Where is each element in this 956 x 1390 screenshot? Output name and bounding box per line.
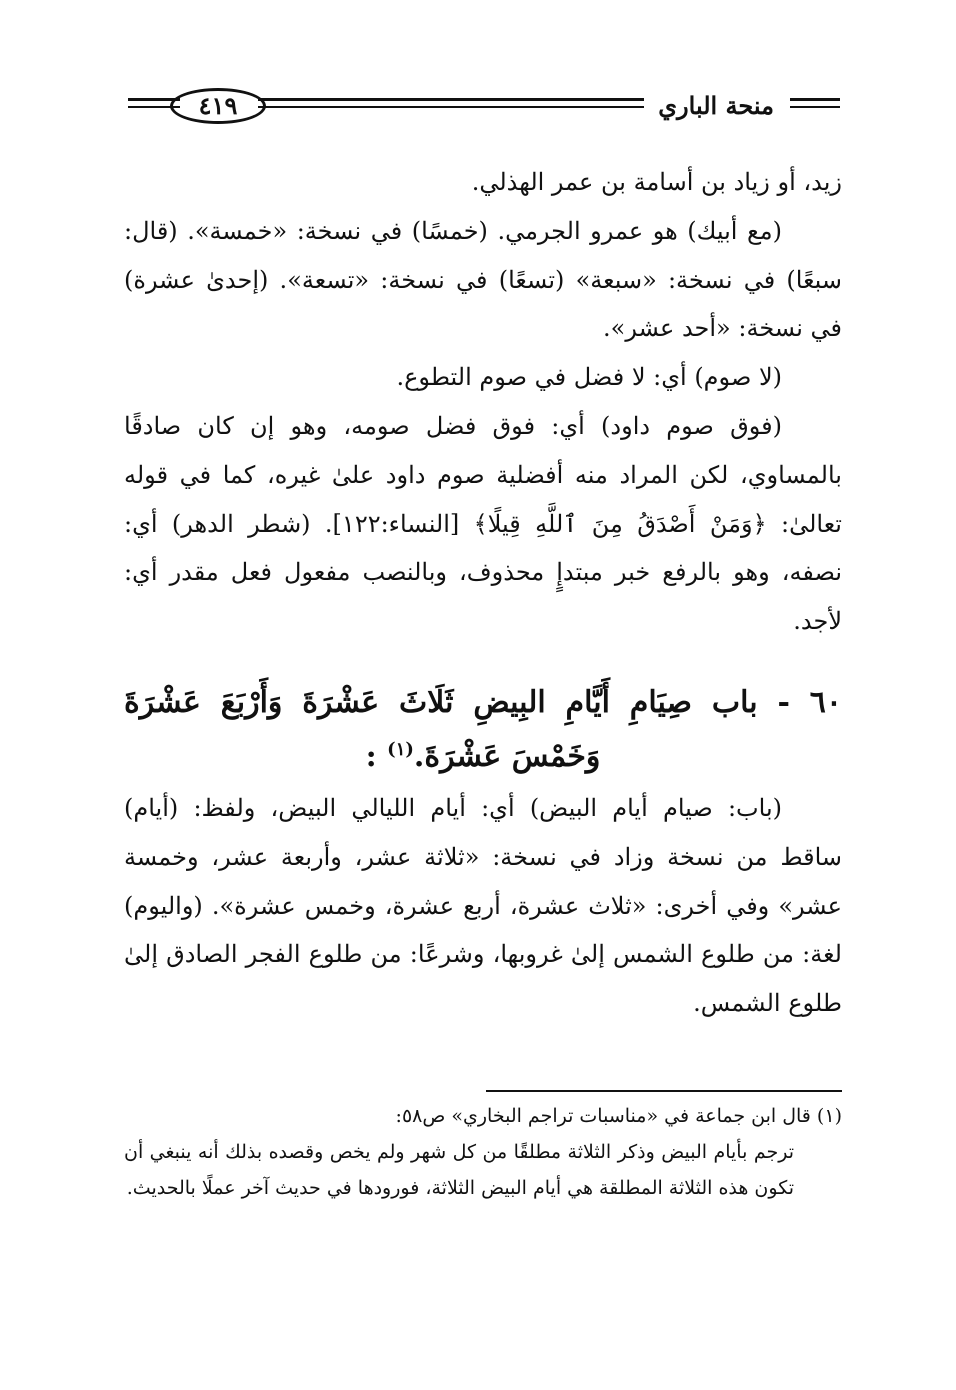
header-rule-middle-bottom bbox=[258, 106, 644, 108]
header-rule-right-bottom bbox=[790, 106, 840, 108]
header-rule-left-top bbox=[128, 98, 180, 101]
footnote-body: ترجم بأيام البيض وذكر الثلاثة مطلقًا من كل شهر ولم يخص وقصده بذلك أنه ينبغي أن تكون هذه الثلاثة المطلقة هي أيام البيض الثلاثة، فورودها في حديث آخر عملًا بالحديث. bbox=[124, 1141, 794, 1199]
book-title: منحة الباري bbox=[658, 91, 774, 120]
main-text bbox=[124, 158, 842, 1028]
footnote bbox=[124, 1098, 842, 1206]
header-rule-right-top bbox=[790, 98, 840, 101]
page-number: ٤١٩ bbox=[170, 88, 266, 124]
paragraph: (مع أبيك) هو عمرو الجرمي. (خمسًا) في نسخة: «خمسة». (قال: سبعًا) في نسخة: «سبعة» (تسعًا) في نسخة: «تسعة». (إحدىٰ عشرة) في نسخة: «أحد عشر». bbox=[124, 216, 842, 343]
paragraph: (لا صوم) أي: لا فضل في صوم التطوع. bbox=[396, 363, 782, 392]
chapter-title: ٦٠ - باب صِيَامِ أَيَّامِ البِيضِ ثَلَاثَ عَشْرَةَ وَأَرْبَعَ عَشْرَةَ وَخَمْسَ عَشْرَةَ. bbox=[124, 684, 842, 774]
paragraph: (فوق صوم داود) أي: فوق فضل صومه، وهو إن كان صادقًا بالمساوي، لكن المراد منه أفضلية صوم داود علىٰ غيره، كما في قوله تعالىٰ: ﴿وَمَنْ أَصْدَقُ مِنَ ٱللَّهِ قِيلًا﴾ [النساء:١٢٢]. (شطر الدهر) أي: نصفه، وهو بالرفع خبر مبتدإٍ محذوف، وبالنصب مفعول فعل مقدر أي: لأجد. bbox=[124, 411, 842, 636]
chapter-colon: : bbox=[365, 738, 377, 774]
header-rule-middle-top bbox=[258, 98, 644, 101]
footnote-head: (١) قال ابن جماعة في «مناسبات تراجم البخاري» ص٥٨: bbox=[395, 1105, 842, 1127]
footnote-reference[interactable]: (١) bbox=[387, 738, 414, 760]
paragraph: (باب: صيام أيام البيض) أي: أيام الليالي البيض، ولفظ: (أيام) ساقط من نسخة وزاد في نسخة: «ثلاثة عشر، وأربعة عشر، وخمسة عشر» وفي أخرى: «ثلاث عشرة، أربع عشرة، وخمس عشرة». (واليوم) لغة: من طلوع الشمس إلىٰ غروبها، وشرعًا: من طلوع الفجر الصادق إلىٰ طلوع الشمس. bbox=[124, 793, 842, 1018]
running-header bbox=[128, 86, 840, 130]
header-rule-left-bottom bbox=[128, 106, 180, 108]
chapter-heading bbox=[124, 676, 842, 784]
footnote-separator bbox=[486, 1090, 842, 1092]
paragraph: زيد، أو زياد بن أسامة بن عمر الهذلي. bbox=[471, 168, 842, 196]
